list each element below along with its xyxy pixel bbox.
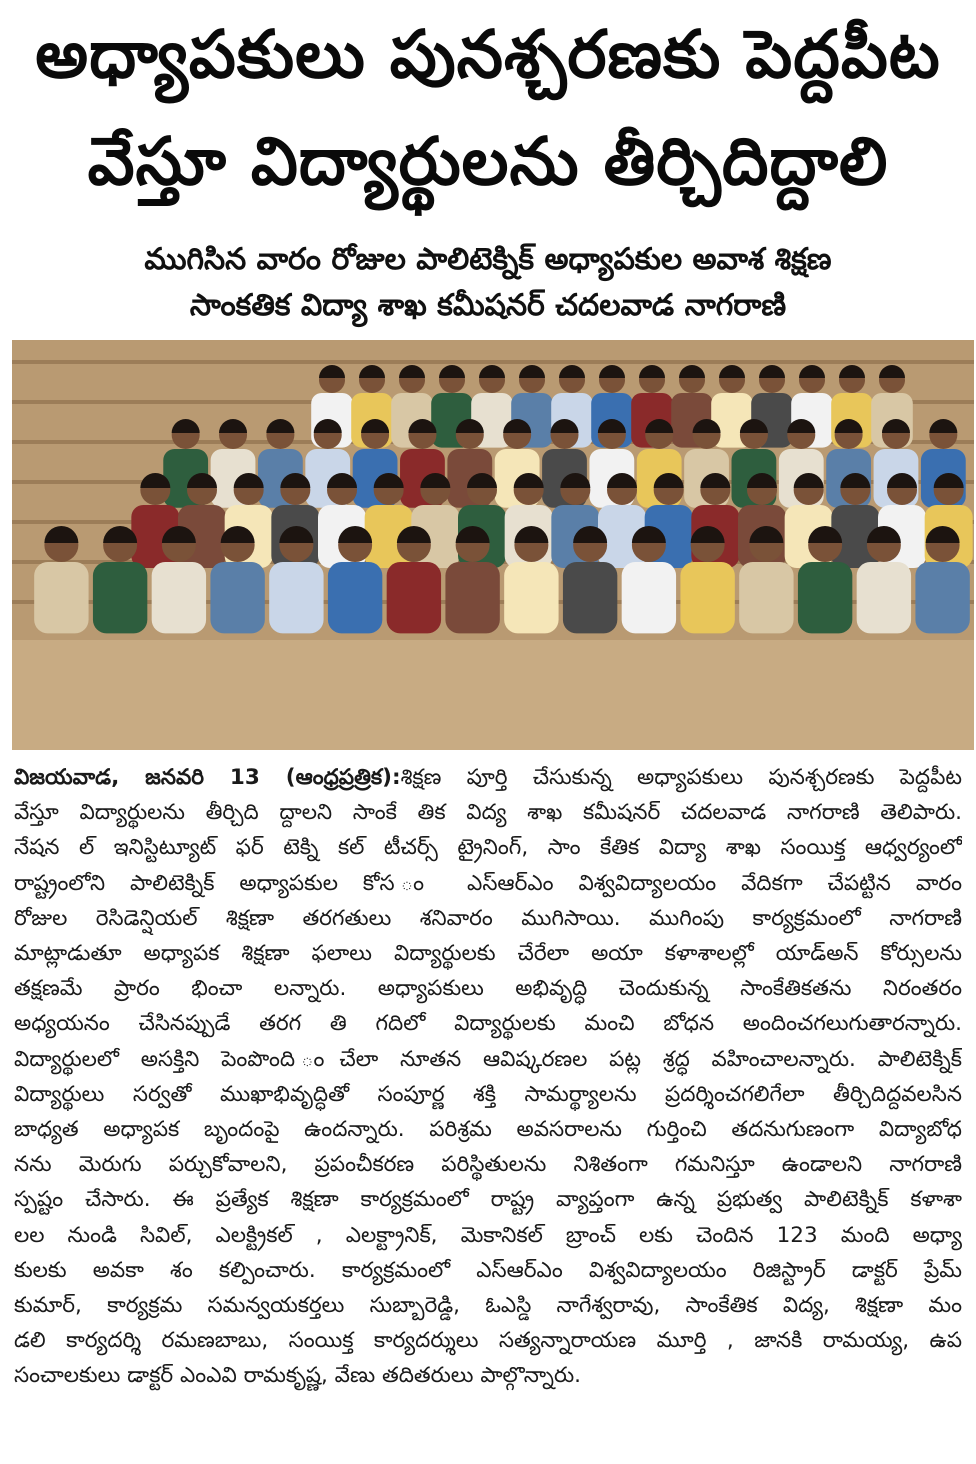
person-body <box>445 562 499 633</box>
article-line: డలి కార్యదర్శి రమణబాబు, సంయిక్త కార్యదర్శులు సత్యన్నారాయణ మూర్తి , జానకి రామయ్య, ఉప <box>14 1328 962 1354</box>
person-body <box>93 562 147 633</box>
article-line-0: శిక్షణ పూర్తి చేసుకున్న అధ్యాపకులు పునశ్చరణకు పెద్దపీట <box>400 765 962 790</box>
article-line: మాట్లాడుతూ అధ్యాపక శిక్షణా ఫలాలు విద్యార్థులకు చేరేలా అయా కళాశాలల్లో యాడ్అన్ కోర్సులను <box>14 941 962 967</box>
person-body <box>34 562 88 633</box>
group-photo-illustration <box>12 340 974 750</box>
article-line: తక్షణమే ప్రారం భించా లన్నారు. అధ్యాపకులు అభివృద్ధి చెందుకున్న సాంకేతికతను నిరంతరం <box>14 976 962 1002</box>
person-body <box>739 562 793 633</box>
subheadline-line-1: ముగిసిన వారం రోజుల పాలిటెక్నిక్ అధ్యాపకుల అవాశ శిక్షణ <box>144 242 832 277</box>
article-line: నేషన ల్ ఇనిస్టిట్యూట్ ఫర్ టెక్ని కల్ టీచర్స్ ట్రైనింగ్, సాం కేతిక విద్యా శాఖ సంయిక్త ఆధ్వర్యంలో <box>14 835 962 861</box>
article-line: అధ్యయనం చేసినప్పుడే తరగ తి గదిలో విద్యార్థులకు మంచి బోధన అందించగలుగుతారన్నారు. <box>14 1011 962 1037</box>
article-line-first <box>14 760 962 795</box>
step-edge <box>12 360 974 364</box>
article-line: నను మెరుగు పర్చుకోవాలని, ప్రపంచీకరణ పరిస్థితులను నిశితంగా గమనిస్తూ ఉండాలని నాగరాణి <box>14 1152 962 1178</box>
person-body <box>328 562 382 633</box>
person-body <box>504 562 558 633</box>
article-dateline: విజయవాడ, జనవరి 13 (ఆంధ్రప్రత్రిక): <box>14 765 401 790</box>
person-body <box>210 562 264 633</box>
person-body <box>622 562 676 633</box>
group-photo <box>12 340 974 750</box>
article-line: రాష్ట్రంలోని పాలిటెక్నిక్ అధ్యాపకుల కోస ం ఎస్ఆర్ఎం విశ్వవిద్యాలయం వేదికగా చేపట్టిన వారం <box>14 870 962 896</box>
person-body <box>915 562 969 633</box>
article-line: సంచాలకులు డాక్టర్ ఎంఎవి రామకృష్ణ, వేణు తదితరులు పాల్గొన్నారు. <box>14 1363 581 1389</box>
person-body <box>563 562 617 633</box>
subheadline-line-2: సాంకతిక విద్యా శాఖ కమీషనర్ చదలవాడ నాగరాణి <box>189 288 787 323</box>
article-line: రోజుల రెసిడెన్షియల్ శిక్షణా తరగతులు శనివారం ముగిసాయి. ముగింపు కార్యక్రమంలో నాగరాణి <box>14 905 962 931</box>
article-line: వేస్తూ విద్యార్థులను తీర్చిది ద్దాలని సాంకే తిక విద్య శాఖ కమీషనర్ చదలవాడ నాగరాణి తెలిపారు. <box>14 800 962 826</box>
article-line: స్పష్టం చేసారు. ఈ ప్రత్యేక శిక్షణా కార్యక్రమంలో రాష్ట్ర వ్యాప్తంగా ఉన్న ప్రభుత్వ పాలిటెక్నిక్ కళాశా <box>14 1187 962 1213</box>
person-body <box>152 562 206 633</box>
person-body <box>387 562 441 633</box>
article-line: కుమార్, కార్యక్రమ సమన్వయకర్తలు సుబ్బారెడ్డి, ఓఎస్డి నాగేశ్వరావు, సాంకేతిక విద్య, శిక్షణా మం <box>14 1293 962 1319</box>
article-line: విద్యార్థులలో అసక్తిని పెంపొంది ంచేలా నూతన ఆవిష్కరణల పట్ల శ్రద్ధ వహించాలన్నారు. పాలిటెక్నిక్ <box>14 1046 962 1072</box>
headline-line-1: అధ్యాపకులు పునశ్చరణకు పెద్దపీట <box>35 16 941 93</box>
article-body <box>14 760 962 1394</box>
headline-line-2: వేస్తూ విద్యార్థులను తీర్చిదిద్దాలి <box>87 123 889 200</box>
photo-floor-step <box>12 640 974 750</box>
person-body <box>857 562 911 633</box>
person-body <box>680 562 734 633</box>
article-line: బాధ్యత అధ్యాపక బృందంపై ఉందన్నారు. పరిశ్రమ అవసరాలను గుర్తించి తదనుగుణంగా విద్యాబోధ <box>14 1117 962 1143</box>
article-line: విద్యార్థులు సర్వతో ముఖాభివృద్ధితో సంపూర్ణ శక్తి సామర్థ్యాలను ప్రదర్శించగలిగేలా తీర్చిదిద్దవలసిన <box>14 1081 962 1107</box>
person-body <box>269 562 323 633</box>
person-body <box>798 562 852 633</box>
article-line: కులకు అవకా శం కల్పించారు. కార్యక్రమంలో ఎస్ఆర్ఎం విశ్వవిద్యాలయం రిజిస్ట్రార్ డాక్టర్ ప్రేమ్ <box>14 1257 962 1283</box>
article-line: లల నుండి సివిల్, ఎలక్ట్రికల్ , ఎలక్ట్రానిక్, మెకానికల్ బ్రాంచ్ లకు చెందిన 123 మంది అధ్యా <box>14 1222 962 1248</box>
